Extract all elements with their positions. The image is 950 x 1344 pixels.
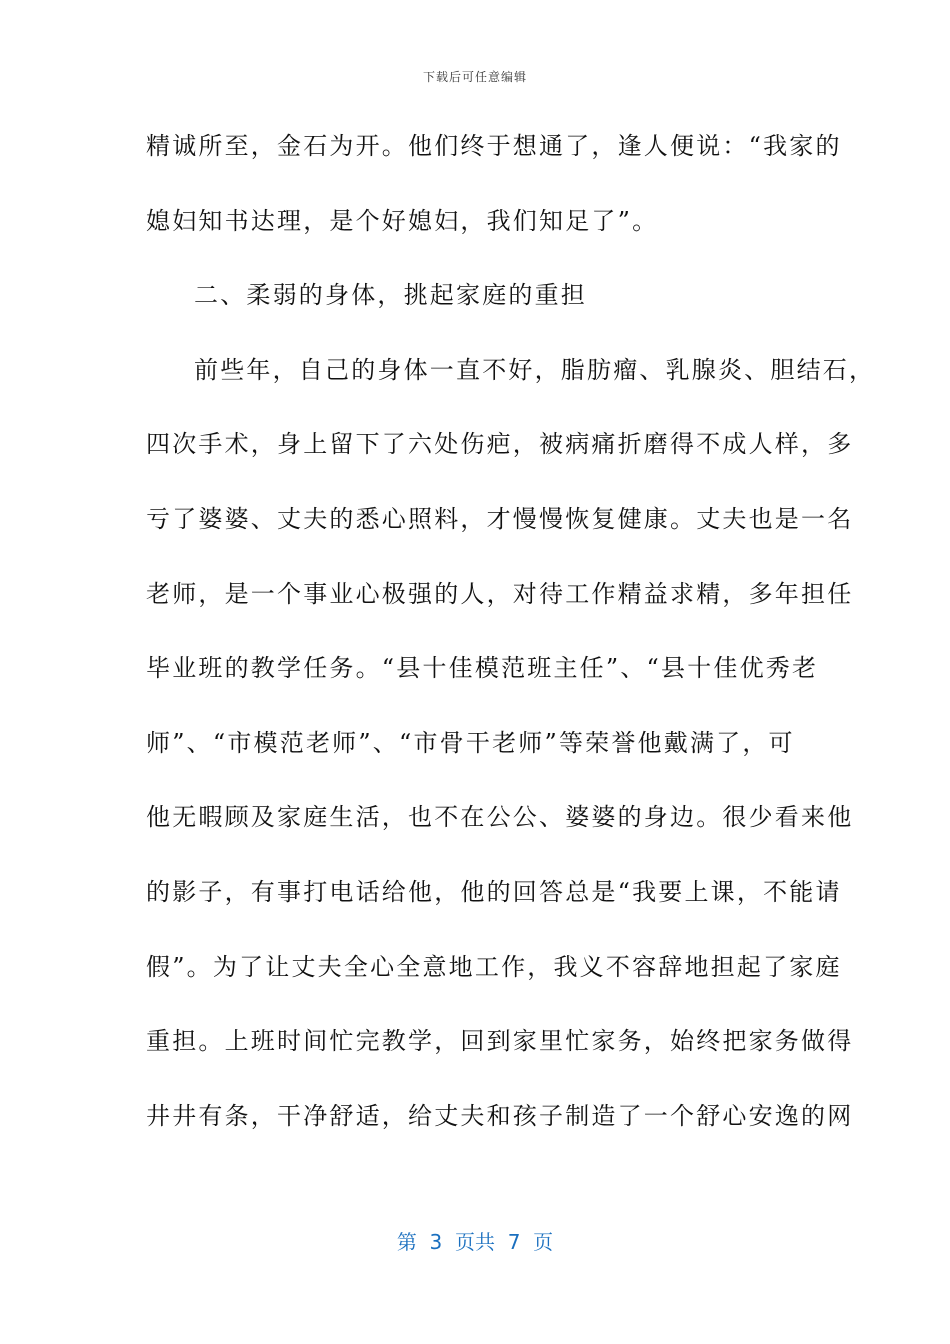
paragraph-line: 他无暇顾及家庭生活，也不在公公、婆婆的身边。很少看来他 <box>146 803 854 832</box>
page-number-footer: 第 3 页共 7 页 <box>396 1230 554 1254</box>
paragraph-line: 重担。上班时间忙完教学，回到家里忙家务，始终把家务做得 <box>146 1027 854 1056</box>
paragraph-line: 毕业班的教学任务。“县十佳模范班主任”、“县十佳优秀老 <box>146 654 819 683</box>
paragraph-line: 媳妇知书达理，是个好媳妇，我们知足了”。 <box>146 206 659 235</box>
paragraph-line: 亏了婆婆、丈夫的悉心照料，才慢慢恢复健康。丈夫也是一名 <box>146 504 854 533</box>
document-body <box>146 124 876 1168</box>
section-heading: 二、柔弱的身体，挑起家庭的重担 <box>194 281 587 310</box>
paragraph-line: 假”。为了让丈夫全心全意地工作，我义不容辞地担起了家庭 <box>146 952 842 981</box>
paragraph-line: 井井有条，干净舒适，给丈夫和孩子制造了一个舒心安逸的网 <box>146 1101 854 1130</box>
paragraph-line: 四次手术，身上留下了六处伤疤，被病痛折磨得不成人样，多 <box>146 430 854 459</box>
header-note: 下载后可任意编辑 <box>422 70 527 84</box>
paragraph-line: 师”、“市模范老师”、“市骨干老师”等荣誉他戴满了，可 <box>146 728 795 757</box>
paragraph-line: 前些年，自己的身体一直不好，脂肪瘤、乳腺炎、胆结石， <box>194 355 876 384</box>
paragraph-line: 老师，是一个事业心极强的人，对待工作精益求精，多年担任 <box>146 579 854 608</box>
paragraph-line: 精诚所至，金石为开。他们终于想通了，逢人便说：“我家的 <box>146 132 842 160</box>
paragraph-line: 的影子，有事打电话给他，他的回答总是“我要上课，不能请 <box>146 877 842 906</box>
